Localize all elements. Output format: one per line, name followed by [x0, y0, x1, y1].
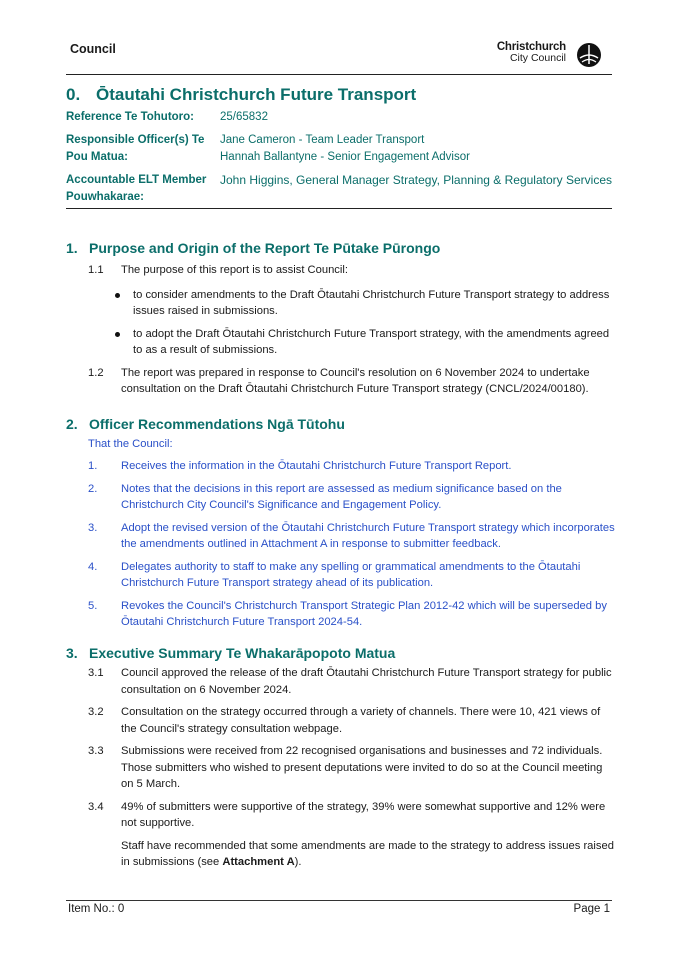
recommendation-item: 3. Adopt the revised version of the Ōtautahi Christchurch Future Transport strategy which incorporates the amendments outlined in Attachment A in response to submitter feedback.: [88, 521, 615, 550]
council-label: Council: [70, 42, 116, 56]
paragraph: Staff have recommended that some amendments are made to the strategy to address issues raised in submissions (see Attachment A).: [121, 839, 614, 868]
page-footer: [66, 900, 612, 915]
meta-value: John Higgins, General Manager Strategy, Planning & Regulatory Services: [220, 173, 612, 187]
recommendation-intro: That the Council:: [88, 438, 173, 450]
title-number: 0.: [66, 85, 81, 104]
section-recommendations: [66, 416, 616, 631]
section-heading: 3. Executive Summary Te Whakarāpopoto Matua: [66, 645, 396, 661]
item-number: Item No.: 0: [68, 903, 125, 915]
paragraph-text: The report was prepared in response to Council's resolution on 6 November 2024 to undertake consultation on the Draft Ōtautahi Christchurch Future Transport strategy (CNCL/2024/00180).: [121, 366, 590, 395]
meta-label: Responsible Officer(s) Te Pou Matua:: [66, 134, 205, 163]
paragraph: 3.1 Council approved the release of the draft Ōtautahi Christchurch Future Transport strategy for public consultation on 6 November 2024.: [88, 667, 612, 696]
meta-row-officers: [66, 132, 612, 166]
attachment-reference: Attachment A: [222, 856, 295, 868]
title-text: Ōtautahi Christchurch Future Transport: [96, 85, 417, 104]
bullet-list: [66, 287, 616, 359]
paragraph-number: 1.1: [88, 264, 104, 276]
page-header: [66, 36, 612, 75]
recommendation-item: 1. Receives the information in the Ōtautahi Christchurch Future Transport Report.: [88, 460, 512, 472]
page-title: [66, 85, 416, 105]
logo-line1: Christchurch: [496, 41, 566, 53]
meta-label: Accountable ELT Member Pouwhakarae:: [66, 174, 207, 203]
meta-table: [66, 109, 612, 209]
paragraph: 3.3 Submissions were received from 22 recognised organisations and businesses and 72 individuals. Those submitters who wished to present deputations were invited to do so at the Council meeting on 5 March.: [88, 745, 603, 790]
logo-line2: City Council: [509, 52, 566, 64]
bullet-item: to adopt the Draft Ōtautahi Christchurch Future Transport strategy, with the amendments agreed to as a result of submissions.: [133, 326, 616, 359]
paragraph: 3.4 49% of submitters were supportive of the strategy, 39% were somewhat supportive and 12% were not supportive.: [88, 800, 606, 829]
section-heading: 1. Purpose and Origin of the Report Te Pūtake Pūrongo: [66, 240, 441, 256]
paragraph: 3.2 Consultation on the strategy occurred through a variety of channels. There were 10, 421 views of the Council's strategy consultation webpage.: [88, 706, 601, 735]
recommendation-item: 2. Notes that the decisions in this report are assessed as medium significance based on the Christchurch City Council's Significance and Engagement Policy.: [88, 482, 562, 511]
section-purpose: [66, 240, 616, 398]
section-executive-summary: [66, 645, 616, 871]
cathedral-logo-icon: [576, 42, 602, 68]
meta-row-reference: [66, 109, 612, 126]
paragraph-number: 1.2: [88, 366, 104, 379]
section-heading: 2. Officer Recommendations Ngā Tūtohu: [66, 416, 345, 432]
bullet-item: to consider amendments to the Draft Ōtautahi Christchurch Future Transport strategy to address issues raised in submissions.: [133, 287, 616, 320]
paragraph: [66, 365, 616, 398]
meta-value: Jane Cameron - Team Leader Transport Hannah Ballantyne - Senior Engagement Advisor: [220, 134, 470, 163]
meta-value: 25/65832: [220, 111, 268, 123]
recommendation-item: 5. Revokes the Council's Christchurch Transport Strategic Plan 2012-42 which will be superseded by Ōtautahi Christchurch Future Transport 2024-54.: [88, 599, 607, 628]
paragraph-text: The purpose of this report is to assist Council:: [121, 264, 348, 276]
page-number: Page 1: [573, 903, 610, 915]
meta-label: Reference Te Tohutoro:: [66, 111, 194, 123]
recommendation-item: 4. Delegates authority to staff to make any spelling or grammatical amendments to the Ōtautahi Christchurch Future Transport strategy ahead of its publication.: [88, 560, 581, 589]
meta-row-elt: [66, 172, 612, 206]
paragraph: [66, 262, 616, 279]
